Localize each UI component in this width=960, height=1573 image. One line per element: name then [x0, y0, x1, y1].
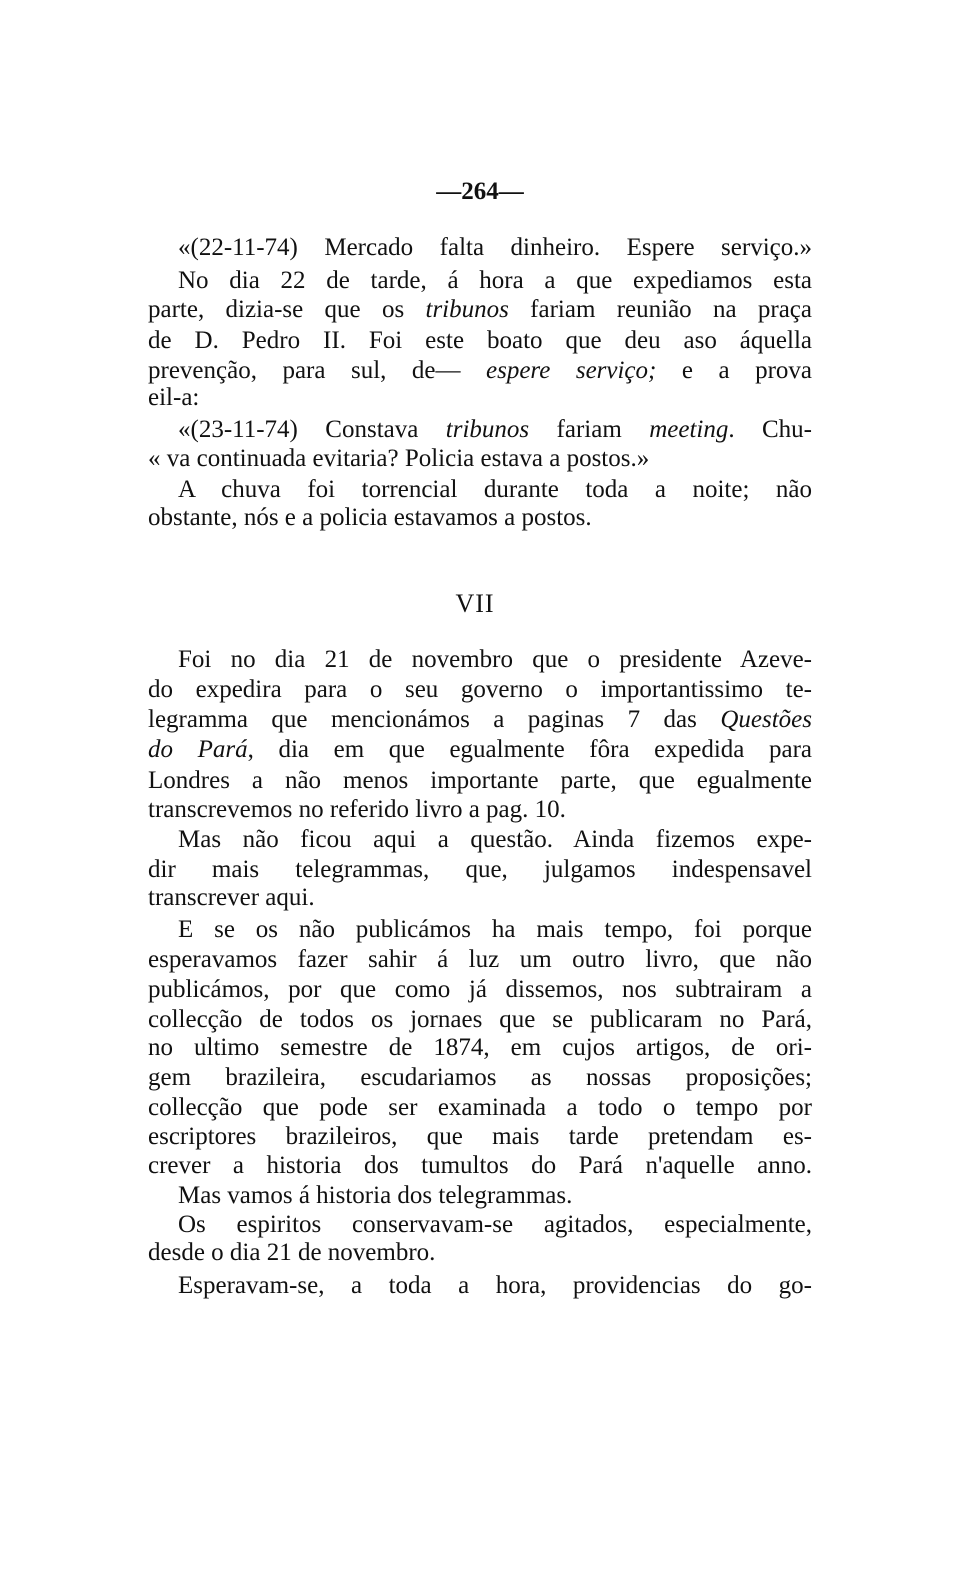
text-segment: dir mais telegrammas, que, julgamos indespensavel — [148, 856, 812, 883]
text-segment: «(23-11-74) Constava — [178, 416, 446, 443]
text-line — [148, 705, 812, 735]
text-segment: prevenção, para sul, de— — [148, 357, 487, 384]
text-line — [148, 945, 812, 975]
text-segment: Os espiritos conservavam-se agitados, especialmente, — [178, 1211, 812, 1238]
text-segment: E se os não publicámos ha mais tempo, foi porque — [178, 916, 812, 943]
text-segment: eil-a: — [148, 384, 200, 411]
text-segment: , dia em que egualmente fôra expedida para — [247, 736, 812, 763]
text-segment: e a prova — [656, 357, 812, 384]
text-line — [148, 1033, 812, 1063]
text-segment: . Chu- — [728, 416, 813, 443]
text-line — [148, 795, 812, 825]
text-line — [178, 233, 812, 263]
text-line — [148, 766, 812, 796]
italic-text: do Pará — [148, 736, 248, 763]
text-segment: Mas não ficou aqui a questão. Ainda fizemos expe- — [178, 826, 812, 853]
text-line — [178, 1210, 812, 1240]
text-segment: no ultimo semestre de 1874, em cujos artigos, de ori- — [148, 1034, 812, 1061]
text-segment: parte, dizia-se que os — [148, 296, 426, 323]
italic-text: Questões — [720, 706, 812, 733]
text-segment: crever a historia dos tumultos do Pará n'aquelle anno. — [148, 1152, 812, 1179]
text-line — [148, 1063, 812, 1093]
section-heading: VII — [455, 589, 495, 618]
text-segment: de D. Pedro II. Foi este boato que deu aso áquella — [148, 327, 812, 354]
text-line — [148, 975, 812, 1005]
text-line — [148, 444, 812, 474]
text-line — [148, 356, 812, 386]
text-line — [148, 1093, 812, 1123]
text-segment: esperavamos fazer sahir á luz um outro livro, que não — [148, 946, 812, 973]
italic-text: tribunos — [425, 296, 509, 323]
text-line — [148, 295, 812, 325]
text-segment: obstante, nós e a policia estavamos a postos. — [148, 504, 592, 531]
text-line — [148, 1005, 812, 1035]
text-line — [178, 475, 812, 505]
text-line — [178, 1181, 812, 1211]
text-segment: transcrevemos no referido livro a pag. 10. — [148, 796, 566, 823]
text-segment: legramma que mencionámos a paginas 7 das — [148, 706, 721, 733]
text-line — [178, 825, 812, 855]
text-line — [178, 915, 812, 945]
text-line — [148, 1238, 812, 1268]
italic-text: espere serviço; — [486, 357, 657, 384]
text-line — [148, 503, 812, 533]
text-line — [178, 1271, 812, 1301]
page-number: —264— — [436, 178, 524, 205]
text-line — [148, 1122, 812, 1152]
text-segment: «(22-11-74) Mercado falta dinheiro. Espere serviço.» — [178, 234, 812, 261]
text-segment: No dia 22 de tarde, á hora a que expediamos esta — [178, 267, 812, 294]
text-segment: fariam — [529, 416, 650, 443]
text-line — [178, 266, 812, 296]
text-segment: do expedira para o seu governo o importantissimo te- — [148, 676, 812, 703]
text-line — [148, 883, 812, 913]
text-segment: gem brazileira, escudariamos as nossas proposições; — [148, 1064, 812, 1091]
italic-text: meeting — [649, 416, 729, 443]
text-segment: collecção de todos os jornaes que se publicaram no Pará, — [148, 1006, 812, 1033]
text-line — [148, 675, 812, 705]
text-segment: Esperavam-se, a toda a hora, providencias do go- — [178, 1272, 812, 1299]
text-line — [148, 1151, 812, 1181]
text-line — [178, 415, 812, 445]
text-line — [148, 326, 812, 356]
text-segment: Foi no dia 21 de novembro que o presidente Azeve- — [178, 646, 812, 673]
text-segment: desde o dia 21 de novembro. — [148, 1239, 436, 1266]
text-segment: Londres a não menos importante parte, que egualmente — [148, 767, 812, 794]
text-segment: A chuva foi torrencial durante toda a noite; não — [178, 476, 812, 503]
text-segment: collecção que pode ser examinada a todo o tempo por — [148, 1094, 812, 1121]
text-segment: fariam reunião na praça — [508, 296, 812, 323]
text-segment: « va continuada evitaria? Policia estava a postos.» — [148, 445, 650, 472]
text-segment: publicámos, por que como já dissemos, nos subtrairam a — [148, 976, 812, 1003]
text-segment: escriptores brazileiros, que mais tarde pretendam es- — [148, 1123, 812, 1150]
italic-text: tribunos — [445, 416, 530, 443]
text-line — [148, 735, 812, 765]
text-line — [178, 645, 812, 675]
text-segment: Mas vamos á historia dos telegrammas. — [178, 1182, 573, 1209]
text-line — [148, 855, 812, 885]
text-line — [148, 383, 812, 413]
text-segment: transcrever aqui. — [148, 884, 315, 911]
